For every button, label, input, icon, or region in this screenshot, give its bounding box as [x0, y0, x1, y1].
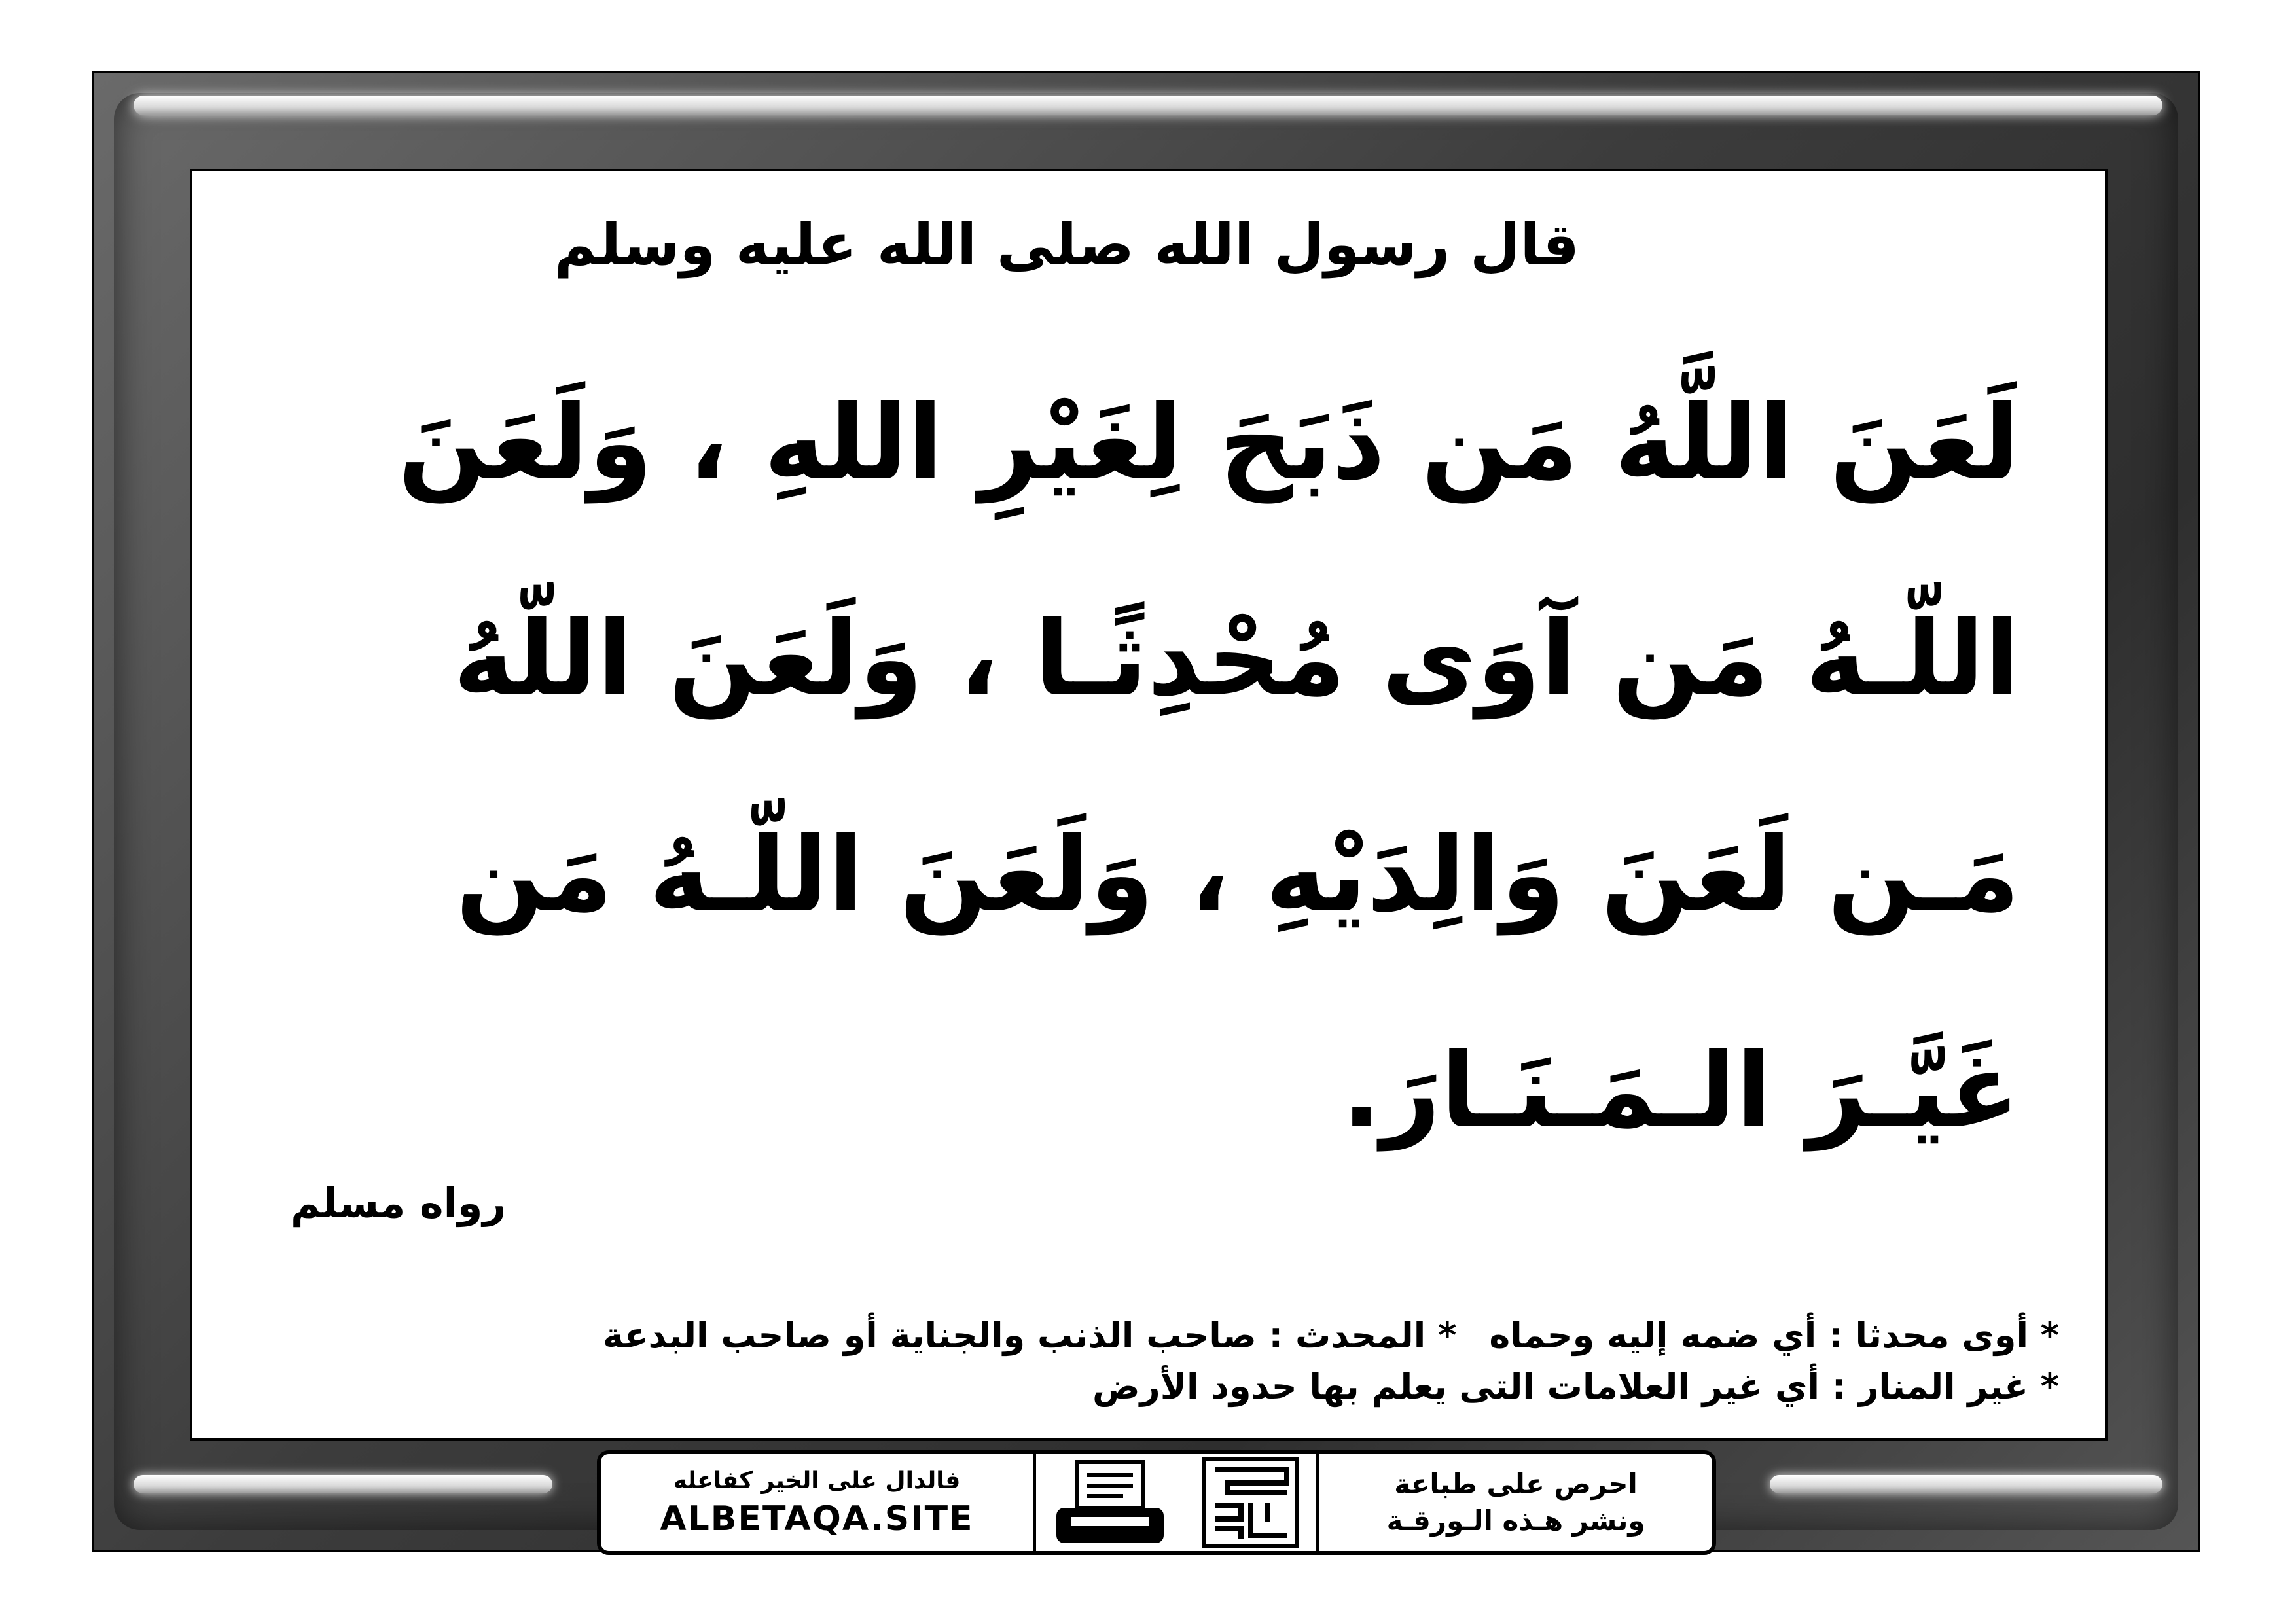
content-panel [190, 169, 2108, 1441]
hadith-line: مَـن لَعَنَ وَالِدَيْهِ ، وَلَعَنَ اللّـهُ مَن [456, 815, 2020, 935]
note-line-2: * غير المنار : أي غير العلامات التى يعلم بها حدود الأرض [1092, 1366, 2059, 1407]
note-awa: * أوى محدثا : أي ضمه إليه وحماه [1489, 1315, 2059, 1356]
footer-motto: فالدال على الخير كفاعله [673, 1467, 961, 1494]
hadith-line: اللّـهُ مَن آوَى مُحْدِثًـا ، وَلَعَنَ اللّهُ [453, 599, 2020, 719]
print-reminder-line-1: احرص على طباعة [1394, 1468, 1638, 1500]
dawah-logo [1182, 1454, 1319, 1551]
printer [1038, 1454, 1182, 1551]
frame-highlight-top [134, 96, 2162, 115]
print-reminder-line-2: ونشر هـذه الـورقـة [1386, 1505, 1645, 1537]
hadith-source: رواه مسلم [291, 1179, 507, 1227]
glossary-notes [271, 1310, 2059, 1412]
hadith-line: غَيَّـرَ الـمَـنَـارَ. [1342, 1031, 2020, 1151]
frame-highlight-bottom-left [134, 1475, 552, 1493]
hadith-line: لَعَنَ اللَّهُ مَن ذَبَحَ لِغَيْرِ اللهِ ، وَلَعَنَ [398, 383, 2020, 503]
footer-site [601, 1454, 1036, 1551]
hadith-text [278, 335, 2020, 1199]
footer-print-reminder [1316, 1454, 1712, 1551]
frame-highlight-bottom-right [1770, 1475, 2162, 1493]
note-line-1 [271, 1310, 2059, 1361]
site-url[interactable]: ALBETAQA.SITE [660, 1499, 974, 1539]
dawah-logo-icon [1202, 1457, 1300, 1548]
note-muhdith: * المحدث : صاحب الذنب والجناية أو صاحب البدعة [602, 1315, 1457, 1356]
page-title: قال رسول الله صلى الله عليه وسلم [554, 211, 1580, 278]
printer-icon [1051, 1457, 1169, 1548]
footer-banner [597, 1450, 1716, 1555]
